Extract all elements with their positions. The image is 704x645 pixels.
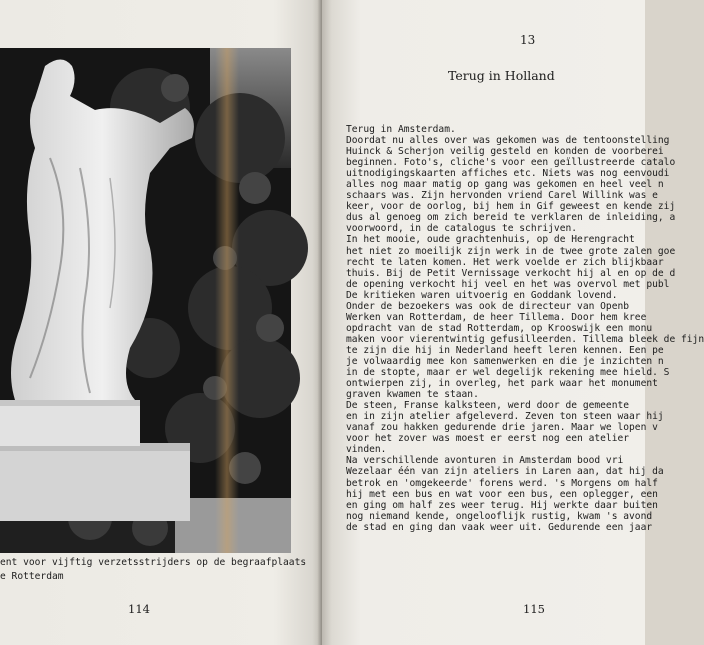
text-line: Onder de bezoekers was ook de directeur van Openb (346, 300, 630, 312)
text-line: en in zijn atelier afgeleverd. Zeven ton steen waar hij (346, 411, 664, 423)
text-line: opdracht van de stad Rotterdam, op Krooswijk een monu (346, 322, 653, 334)
left-page-number: 114 (128, 602, 150, 616)
text-line: en ging om half zes weer terug. Hij werkte daar buiten (346, 499, 658, 511)
statue-photograph (0, 48, 291, 553)
text-line: De steen, Franse kalksteen, werd door de gemeente (346, 400, 630, 412)
text-line: beginnen. Foto's, cliche's voor een geïllustreerde catalo (346, 157, 676, 169)
text-line: betrok en 'omgekeerde' forens werd. 's Morgens om half (346, 477, 658, 489)
text-line: In het mooie, oude grachtenhuis, op de Herengracht (346, 234, 635, 246)
text-line: keer, voor de oorlog, bij hem in Gif geweest en kende zij (346, 201, 676, 213)
text-line: thuis. Bij de Petit Vernissage verkocht hij al en op de d (346, 267, 676, 279)
text-line: uitnodigingskaarten affiches etc. Niets was nog eenvoudi (346, 168, 670, 180)
text-line: vinden. (346, 444, 387, 456)
right-page-number: 115 (523, 602, 545, 616)
text-line: hij met een bus en wat voor een bus, een oplegger, een (346, 488, 658, 500)
text-line: Werken van Rotterdam, de heer Tillema. Door hem kree (346, 311, 647, 323)
text-line: recht te laten komen. Het werk voelde er zich blijkbaar (346, 256, 664, 268)
text-line: de stad en ging dan vaak weer uit. Gedurende een jaar (346, 521, 653, 533)
text-line: je volwaardig mee kon samenwerken en die je inzichten n (346, 355, 664, 367)
text-line: schaars was. Zijn hervonden vriend Carel Willink was e (346, 190, 658, 202)
chapter-body-text (346, 124, 704, 533)
text-line: Huinck & Scherjon veilig gesteld en konden de voorberei (346, 146, 664, 158)
text-line: ontwierpen zij, in overleg, het park waar het monument (346, 378, 658, 390)
left-page (0, 0, 322, 645)
text-line: alles nog maar matig op gang was gekomen en heel veel n (346, 179, 664, 191)
text-line: graven kwamen te staan. (346, 389, 479, 401)
text-line: de opening verkocht hij veel en het was overvol met publ (346, 278, 670, 290)
chapter-number: 13 (520, 33, 536, 47)
text-line: Na verschillende avonturen in Amsterdam bood vri (346, 455, 624, 467)
photo-caption (0, 556, 307, 584)
text-line: De kritieken waren uitvoerig en Goddank lovend. (346, 289, 618, 301)
text-line: maken voor vierentwintig gefusilleerden. Tillema bleek de fijn (346, 333, 704, 345)
text-line: dus al genoeg om zich bereid te verklaren de inleiding, a (346, 212, 676, 224)
text-line: vanaf zou hakken gedurende drie jaren. Maar we lopen v (346, 422, 658, 434)
text-line: het niet zo moeilijk zijn werk in de twee grote zalen goe (346, 245, 676, 257)
statue-photo-image (0, 48, 291, 553)
text-line: voorwoord, in de catalogus te schrijven. (346, 223, 578, 235)
text-line: te zijn die hij in Nederland heeft leren kennen. Een pe (346, 344, 664, 356)
caption-line: ent voor vijftig verzetsstrijders op de begraafplaats (0, 557, 307, 568)
text-line: Terug in Amsterdam. (346, 124, 456, 135)
chapter-title: Terug in Holland (448, 68, 555, 83)
text-line: nog niemand kende, ongelooflijk rustig, kwam 's avond (346, 510, 653, 522)
text-line: Doordat nu alles over was gekomen was de tentoonstelling (346, 135, 670, 147)
text-line: voor het zover was moest er eerst nog een atelier (346, 433, 630, 445)
caption-line: e Rotterdam (0, 571, 64, 582)
text-line: in de stopte, maar er wel degelijk rekening mee hield. S (346, 367, 670, 379)
text-line: Wezelaar één van zijn ateliers in Laren aan, dat hij da (346, 466, 664, 478)
